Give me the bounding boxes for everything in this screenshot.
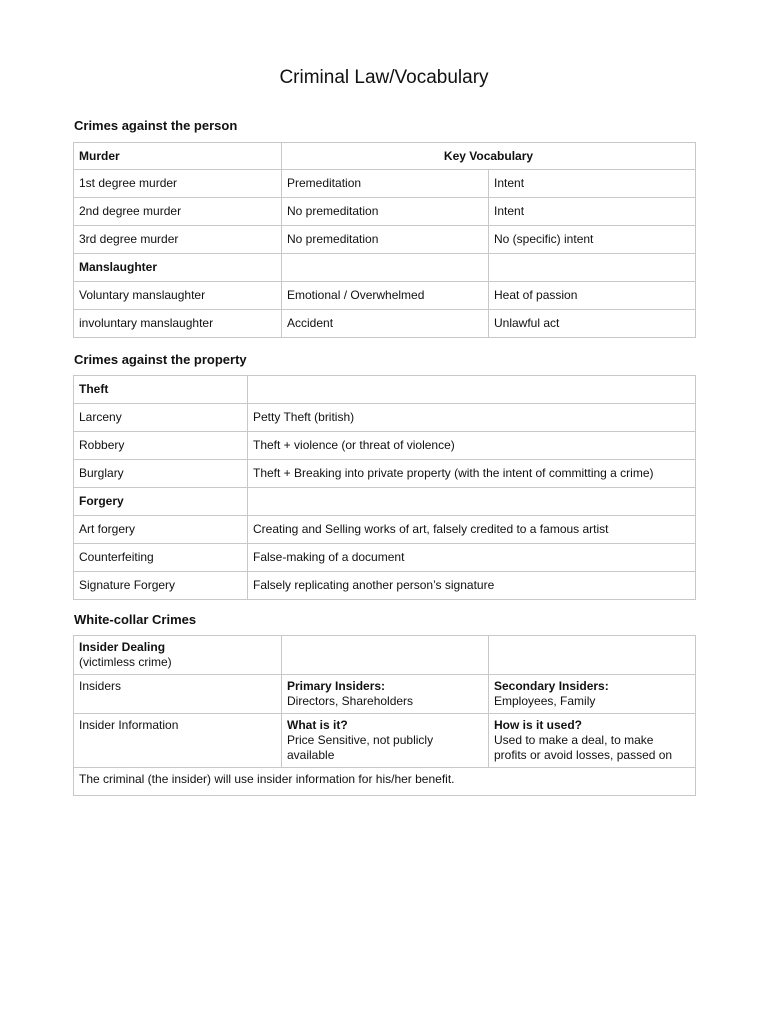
vocab-cell: Accident	[282, 310, 489, 338]
crime-cell: Art forgery	[74, 516, 248, 544]
table-row	[74, 170, 696, 198]
header-theft: Theft	[74, 376, 248, 404]
table-row	[74, 198, 696, 226]
insider-dealing-note: (victimless crime)	[79, 655, 172, 669]
primary-insiders-cell	[282, 675, 489, 714]
empty-cell	[282, 254, 489, 282]
what-is-it-text-line-2: available	[287, 748, 335, 762]
how-is-it-used-cell	[489, 714, 696, 768]
empty-cell	[248, 376, 696, 404]
subheader-row	[74, 254, 696, 282]
property-crimes-table	[73, 375, 696, 600]
page-title: Criminal Law/Vocabulary	[279, 67, 489, 88]
vocab-cell: No premeditation	[282, 198, 489, 226]
how-is-it-used-text-line-2: profits or avoid losses, passed on	[494, 748, 673, 762]
crime-cell: Robbery	[74, 432, 248, 460]
insiders-label: Insiders	[74, 675, 282, 714]
crime-cell: Voluntary manslaughter	[74, 282, 282, 310]
table-header-row	[74, 143, 696, 170]
table-row	[74, 310, 696, 338]
table-row	[74, 404, 696, 432]
empty-cell	[489, 636, 696, 675]
vocab-cell: Unlawful act	[489, 310, 696, 338]
empty-cell	[489, 254, 696, 282]
subheader-row	[74, 376, 696, 404]
crime-cell: Burglary	[74, 460, 248, 488]
definition-cell: Falsely replicating another person’s signature	[248, 572, 696, 600]
definition-cell: Petty Theft (british)	[248, 404, 696, 432]
subheader-row	[74, 636, 696, 675]
what-is-it-cell	[282, 714, 489, 768]
section-heading-property: Crimes against the property	[74, 352, 247, 367]
section-heading-person: Crimes against the person	[74, 118, 238, 133]
header-key-vocabulary: Key Vocabulary	[282, 143, 696, 170]
header-manslaughter: Manslaughter	[74, 254, 282, 282]
table-row	[74, 226, 696, 254]
secondary-insiders-title: Secondary Insiders:	[494, 679, 609, 693]
crime-cell: Larceny	[74, 404, 248, 432]
definition-cell: Theft + violence (or threat of violence)	[248, 432, 696, 460]
how-is-it-used-text-line-1: Used to make a deal, to make	[494, 733, 654, 747]
what-is-it-title: What is it?	[287, 718, 348, 732]
crime-cell: involuntary manslaughter	[74, 310, 282, 338]
vocab-cell: No (specific) intent	[489, 226, 696, 254]
subheader-row	[74, 488, 696, 516]
vocab-cell: Emotional / Overwhelmed	[282, 282, 489, 310]
crime-cell: Counterfeiting	[74, 544, 248, 572]
primary-insiders-text: Directors, Shareholders	[287, 694, 414, 708]
secondary-insiders-text: Employees, Family	[494, 694, 596, 708]
section-heading-white-collar: White-collar Crimes	[74, 612, 197, 627]
insider-dealing-cell	[74, 636, 282, 675]
crime-cell: 3rd degree murder	[74, 226, 282, 254]
vocab-cell: Intent	[489, 170, 696, 198]
header-forgery: Forgery	[74, 488, 248, 516]
vocab-cell: Intent	[489, 198, 696, 226]
crime-cell: 2nd degree murder	[74, 198, 282, 226]
definition-cell: Creating and Selling works of art, falsely credited to a famous artist	[248, 516, 696, 544]
insider-information-label: Insider Information	[74, 714, 282, 768]
vocab-cell: Heat of passion	[489, 282, 696, 310]
table-row	[74, 572, 696, 600]
table-row	[74, 282, 696, 310]
person-crimes-table	[73, 142, 696, 338]
definition-cell: False-making of a document	[248, 544, 696, 572]
primary-insiders-title: Primary Insiders:	[287, 679, 386, 693]
table-row	[74, 432, 696, 460]
white-collar-crimes-table	[73, 635, 696, 796]
crime-cell: 1st degree murder	[74, 170, 282, 198]
vocab-cell: No premeditation	[282, 226, 489, 254]
what-is-it-text-line-1: Price Sensitive, not publicly	[287, 733, 434, 747]
definition-cell: Theft + Breaking into private property (with the intent of committing a crime)	[248, 460, 696, 488]
table-row	[74, 516, 696, 544]
header-murder: Murder	[74, 143, 282, 170]
table-row	[74, 714, 696, 768]
empty-cell	[282, 636, 489, 675]
footer-note: The criminal (the insider) will use insider information for his/her benefit.	[74, 768, 696, 796]
secondary-insiders-cell	[489, 675, 696, 714]
how-is-it-used-title: How is it used?	[494, 718, 583, 732]
table-row	[74, 675, 696, 714]
table-row	[74, 544, 696, 572]
empty-cell	[248, 488, 696, 516]
footer-row	[74, 768, 696, 796]
table-row	[74, 460, 696, 488]
crime-cell: Signature Forgery	[74, 572, 248, 600]
vocab-cell: Premeditation	[282, 170, 489, 198]
insider-dealing-title: Insider Dealing	[79, 640, 166, 654]
